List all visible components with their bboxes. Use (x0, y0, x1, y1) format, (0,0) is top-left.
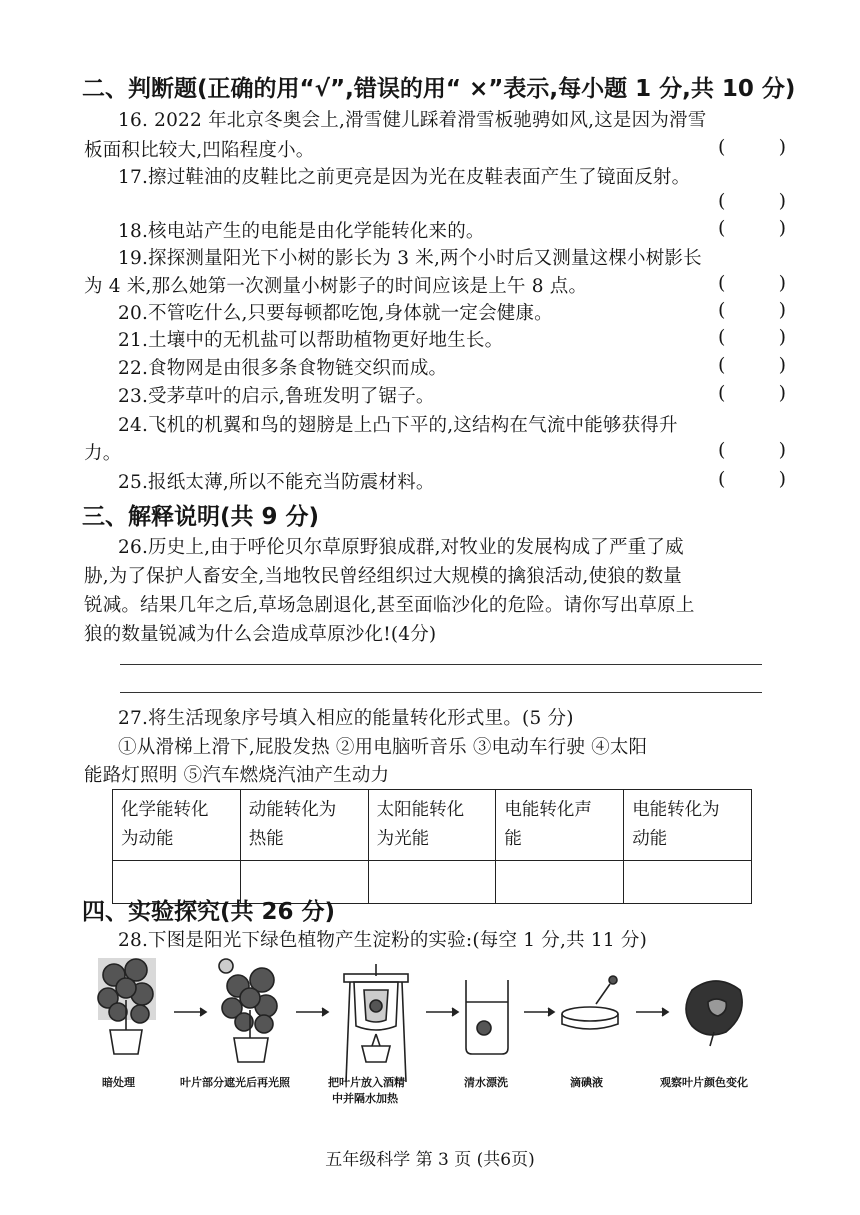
paren-open: ( (718, 354, 726, 376)
q18-line1: 18.核电站产生的电能是由化学能转化来的。 (118, 221, 485, 242)
q18-answer-paren[interactable] (718, 217, 786, 239)
table-header-cell: 电能转化为 动能 (624, 790, 752, 861)
q27-line3: 能路灯照明 ⑤汽车燃烧汽油产生动力 (84, 765, 390, 786)
q17-answer-paren[interactable] (718, 190, 786, 212)
dish-iodine-dropper-icon (562, 976, 618, 1029)
paren-close: ) (778, 272, 786, 294)
q27-line1: 27.将生活现象序号填入相应的能量转化形式里。(5 分) (118, 708, 574, 729)
paren-open: ( (718, 190, 726, 212)
q19-line1: 19.探探测量阳光下小树的影长为 3 米,两个小时后又测量这棵小树影长 (118, 248, 702, 269)
paren-open: ( (718, 272, 726, 294)
paren-open: ( (718, 468, 726, 490)
q26-line4: 狼的数量锐减为什么会造成草原沙化!(4分) (84, 624, 437, 645)
potted-plant-light-icon (219, 959, 277, 1062)
section2-heading: 二、判断题(正确的用“√”,错误的用“ ×”表示,每小题 1 分,共 10 分) (82, 76, 796, 102)
stained-leaf-icon (686, 981, 742, 1046)
q23-answer-paren[interactable] (718, 382, 786, 404)
step-label-alcohol-line2: 中并隔水加热 (332, 1092, 398, 1105)
paren-close: ) (778, 299, 786, 321)
paren-close: ) (778, 190, 786, 212)
q26-line2: 胁,为了保护人畜安全,当地牧民曾经组织过大规模的擒狼活动,使狼的数量 (84, 566, 682, 587)
step-label-observe: 观察叶片颜色变化 (660, 1076, 748, 1089)
step-label-rinse: 清水漂洗 (464, 1076, 508, 1089)
paren-close: ) (778, 217, 786, 239)
table-header-row (113, 790, 752, 861)
table-header-cell: 化学能转化 为动能 (113, 790, 241, 861)
q25-answer-paren[interactable] (718, 468, 786, 490)
water-bath-heating-icon (344, 964, 408, 1082)
q16-line1: 16. 2022 年北京冬奥会上,滑雪健儿踩着滑雪板驰骋如风,这是因为滑雪 (118, 110, 707, 131)
q21-line1: 21.土壤中的无机盐可以帮助植物更好地生长。 (118, 330, 504, 351)
page-footer: 五年级科学 第 3 页 (共6页) (325, 1150, 535, 1170)
table-header-cell: 太阳能转化 为光能 (368, 790, 496, 861)
step-label-iodine: 滴碘液 (570, 1076, 603, 1089)
answer-cell[interactable] (496, 861, 624, 904)
paren-close: ) (778, 136, 786, 158)
answer-cell[interactable] (624, 861, 752, 904)
step-label-alcohol-line1: 把叶片放入酒精 (328, 1076, 405, 1089)
q20-answer-paren[interactable] (718, 299, 786, 321)
q19-answer-paren[interactable] (718, 272, 786, 294)
q23-line1: 23.受茅草叶的启示,鲁班发明了锯子。 (118, 386, 435, 407)
q20-line1: 20.不管吃什么,只要每顿都吃饱,身体就一定会健康。 (118, 303, 553, 324)
potted-plant-dark-icon (98, 958, 156, 1054)
paren-open: ( (718, 299, 726, 321)
paren-open: ( (718, 439, 726, 461)
paren-close: ) (778, 439, 786, 461)
q28-line1: 28.下图是阳光下绿色植物产生淀粉的实验:(每空 1 分,共 11 分) (118, 930, 648, 951)
paren-open: ( (718, 136, 726, 158)
energy-conversion-table (112, 789, 752, 904)
q26-answer-line-2[interactable] (120, 692, 762, 693)
paren-close: ) (778, 326, 786, 348)
paren-open: ( (718, 217, 726, 239)
table-header-cell: 动能转化为 热能 (240, 790, 368, 861)
q22-answer-paren[interactable] (718, 354, 786, 376)
q16-line2: 板面积比较大,凹陷程度小。 (84, 140, 315, 161)
q21-answer-paren[interactable] (718, 326, 786, 348)
q24-answer-paren[interactable] (718, 439, 786, 461)
q17-line1: 17.擦过鞋油的皮鞋比之前更亮是因为光在皮鞋表面产生了镜面反射。 (118, 167, 691, 188)
q22-line1: 22.食物网是由很多条食物链交织而成。 (118, 358, 448, 379)
step-label-dark-treatment: 暗处理 (102, 1076, 135, 1089)
q16-answer-paren[interactable] (718, 136, 786, 158)
paren-open: ( (718, 382, 726, 404)
beaker-rinse-icon (466, 980, 508, 1054)
paren-close: ) (778, 468, 786, 490)
q26-answer-line-1[interactable] (120, 664, 762, 665)
paren-open: ( (718, 326, 726, 348)
q24-line1: 24.飞机的机翼和鸟的翅膀是上凸下平的,这结构在气流中能够获得升 (118, 415, 678, 436)
q26-line1: 26.历史上,由于呼伦贝尔草原野狼成群,对牧业的发展构成了严重了威 (118, 537, 684, 558)
q25-line1: 25.报纸太薄,所以不能充当防震材料。 (118, 472, 435, 493)
q19-line2: 为 4 米,那么她第一次测量小树影子的时间应该是上午 8 点。 (84, 276, 588, 297)
experiment-diagram (96, 950, 776, 1110)
table-header-cell: 电能转化声 能 (496, 790, 624, 861)
step-label-partial-shade: 叶片部分遮光后再光照 (180, 1076, 290, 1089)
paren-close: ) (778, 354, 786, 376)
q27-line2: ①从滑梯上滑下,屁股发热 ②用电脑听音乐 ③电动车行驶 ④太阳 (118, 737, 648, 758)
section4-heading: 四、实验探究(共 26 分) (82, 899, 336, 925)
q24-line2: 力。 (84, 443, 122, 464)
section3-heading: 三、解释说明(共 9 分) (82, 504, 320, 530)
paren-close: ) (778, 382, 786, 404)
q26-line3: 锐减。结果几年之后,草场急剧退化,甚至面临沙化的危险。请你写出草原上 (84, 595, 695, 616)
answer-cell[interactable] (368, 861, 496, 904)
